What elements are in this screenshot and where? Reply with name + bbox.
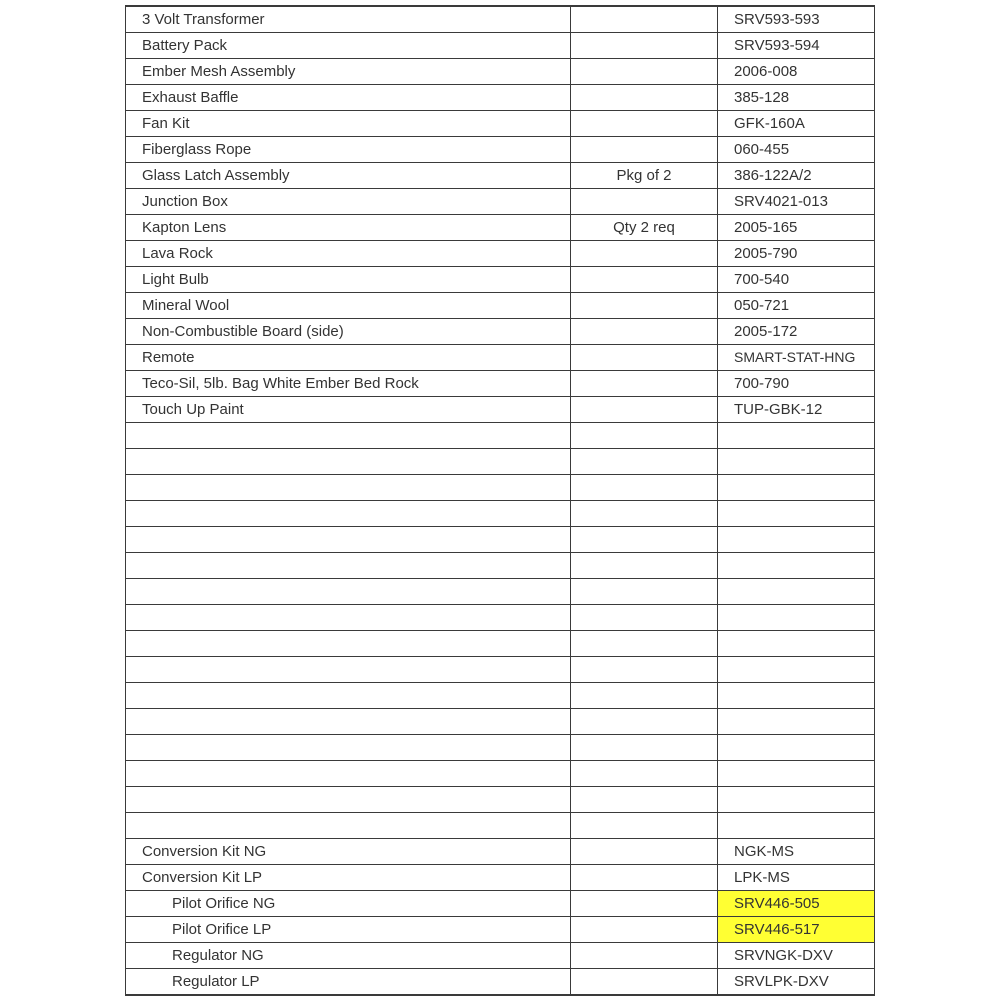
table-row [126,839,875,865]
part-number-cell [718,683,875,709]
table-row [126,605,875,631]
part-note-cell [571,59,718,85]
part-description-cell [126,553,571,579]
part-number-cell: NGK-MS [718,839,875,865]
table-row [126,501,875,527]
table-row [126,33,875,59]
part-description-cell [126,761,571,787]
part-number-cell [718,709,875,735]
part-number-cell: SRV593-593 [718,6,875,33]
part-description-cell [126,475,571,501]
part-number-cell: 2005-790 [718,241,875,267]
part-note-cell [571,735,718,761]
part-number-cell: 060-455 [718,137,875,163]
part-description-cell: Regulator LP [126,969,571,996]
table-row [126,579,875,605]
table-row [126,293,875,319]
part-number-cell [718,605,875,631]
part-note-cell [571,449,718,475]
part-number-cell: SRV4021-013 [718,189,875,215]
part-note-cell [571,657,718,683]
part-note-cell [571,969,718,996]
table-row [126,631,875,657]
parts-table [125,5,875,996]
table-row [126,527,875,553]
part-note-cell [571,631,718,657]
part-note-cell [571,553,718,579]
part-number-cell: LPK-MS [718,865,875,891]
part-description-cell: Fiberglass Rope [126,137,571,163]
part-description-cell [126,683,571,709]
part-note-cell [571,189,718,215]
part-description-cell: Ember Mesh Assembly [126,59,571,85]
parts-table-body [126,6,875,995]
part-number-cell: 2005-172 [718,319,875,345]
part-number-cell: SRV593-594 [718,33,875,59]
table-row [126,189,875,215]
part-number-cell: 2006-008 [718,59,875,85]
table-row [126,735,875,761]
part-note-cell [571,423,718,449]
part-number-cell: 386-122A/2 [718,163,875,189]
part-description-cell [126,449,571,475]
part-number-cell: TUP-GBK-12 [718,397,875,423]
part-note-cell [571,787,718,813]
part-note-cell [571,111,718,137]
part-note-cell [571,813,718,839]
part-number-cell [718,735,875,761]
part-note-cell [571,683,718,709]
part-number-cell [718,657,875,683]
part-note-cell: Pkg of 2 [571,163,718,189]
part-note-cell [571,943,718,969]
table-row [126,163,875,189]
table-row [126,553,875,579]
table-row [126,59,875,85]
part-note-cell [571,709,718,735]
part-number-cell [718,475,875,501]
part-description-cell: Junction Box [126,189,571,215]
table-row [126,137,875,163]
part-description-cell [126,709,571,735]
part-number-cell: 700-540 [718,267,875,293]
part-note-cell [571,917,718,943]
part-note-cell [571,85,718,111]
part-number-cell: SMART-STAT-HNG [718,345,875,371]
part-description-cell: Conversion Kit NG [126,839,571,865]
part-note-cell: Qty 2 req [571,215,718,241]
part-description-cell: Light Bulb [126,267,571,293]
part-description-cell [126,787,571,813]
table-row [126,865,875,891]
part-description-cell: Battery Pack [126,33,571,59]
part-note-cell [571,137,718,163]
table-row [126,917,875,943]
part-number-cell [718,813,875,839]
part-number-cell: 050-721 [718,293,875,319]
part-note-cell [571,241,718,267]
part-note-cell [571,891,718,917]
part-description-cell: Regulator NG [126,943,571,969]
part-note-cell [571,33,718,59]
part-note-cell [571,397,718,423]
part-number-cell [718,579,875,605]
part-number-cell: 700-790 [718,371,875,397]
part-note-cell [571,475,718,501]
part-number-cell [718,449,875,475]
part-note-cell [571,839,718,865]
part-number-cell [718,787,875,813]
table-row [126,111,875,137]
part-note-cell [571,371,718,397]
table-row [126,475,875,501]
table-row [126,319,875,345]
part-description-cell [126,423,571,449]
part-note-cell [571,345,718,371]
table-row [126,683,875,709]
part-description-cell [126,657,571,683]
part-note-cell [571,865,718,891]
part-number-cell: SRVNGK-DXV [718,943,875,969]
part-description-cell: 3 Volt Transformer [126,6,571,33]
part-description-cell: Touch Up Paint [126,397,571,423]
part-description-cell: Kapton Lens [126,215,571,241]
part-description-cell: Mineral Wool [126,293,571,319]
part-description-cell [126,527,571,553]
part-description-cell: Fan Kit [126,111,571,137]
part-number-cell: 385-128 [718,85,875,111]
table-row [126,943,875,969]
table-row [126,657,875,683]
part-description-cell: Exhaust Baffle [126,85,571,111]
table-row [126,345,875,371]
table-row [126,85,875,111]
part-description-cell: Pilot Orifice NG [126,891,571,917]
table-row [126,787,875,813]
part-description-cell: Conversion Kit LP [126,865,571,891]
part-number-cell: SRVLPK-DXV [718,969,875,996]
table-row [126,969,875,996]
part-note-cell [571,6,718,33]
table-row [126,371,875,397]
part-number-cell: 2005-165 [718,215,875,241]
part-note-cell [571,293,718,319]
table-row [126,6,875,33]
part-description-cell: Glass Latch Assembly [126,163,571,189]
part-note-cell [571,579,718,605]
part-description-cell: Lava Rock [126,241,571,267]
part-note-cell [571,319,718,345]
part-description-cell [126,605,571,631]
part-note-cell [571,501,718,527]
part-note-cell [571,527,718,553]
part-description-cell: Remote [126,345,571,371]
part-description-cell [126,631,571,657]
table-row [126,267,875,293]
part-description-cell [126,501,571,527]
part-number-cell [718,631,875,657]
part-description-cell: Non-Combustible Board (side) [126,319,571,345]
part-number-cell [718,553,875,579]
part-description-cell [126,735,571,761]
table-row [126,709,875,735]
part-note-cell [571,267,718,293]
part-description-cell: Teco-Sil, 5lb. Bag White Ember Bed Rock [126,371,571,397]
part-description-cell [126,813,571,839]
highlighted-part-number-cell: SRV446-517 [718,917,875,943]
part-number-cell [718,501,875,527]
table-row [126,241,875,267]
table-row [126,891,875,917]
part-number-cell [718,423,875,449]
table-row [126,423,875,449]
part-number-cell: GFK-160A [718,111,875,137]
part-note-cell [571,761,718,787]
part-note-cell [571,605,718,631]
table-row [126,215,875,241]
part-description-cell: Pilot Orifice LP [126,917,571,943]
table-row [126,449,875,475]
part-number-cell [718,761,875,787]
part-description-cell [126,579,571,605]
table-row [126,397,875,423]
part-number-cell [718,527,875,553]
table-row [126,813,875,839]
table-row [126,761,875,787]
highlighted-part-number-cell: SRV446-505 [718,891,875,917]
